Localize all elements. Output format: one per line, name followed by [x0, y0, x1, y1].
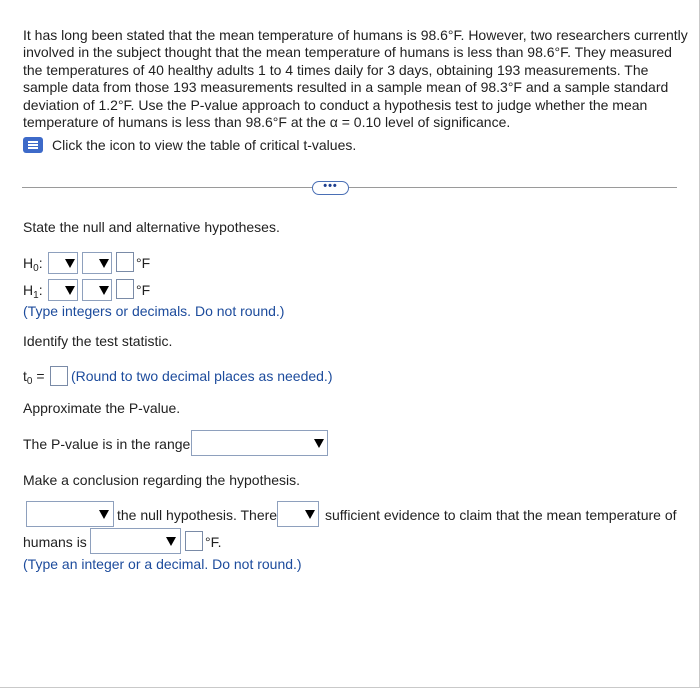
- h0-unit: °F: [136, 255, 151, 271]
- test-statistic-prompt: Identify the test statistic.: [23, 333, 173, 349]
- h1-unit: °F: [136, 282, 151, 298]
- table-icon[interactable]: [23, 137, 43, 153]
- h0-letter: H: [23, 255, 34, 271]
- conclusion-hint: (Type an integer or a decimal. Do not round.): [23, 556, 302, 572]
- h0-label: $H_0$:: [23, 255, 43, 274]
- t0-subscript: 0: [26, 376, 33, 387]
- conclusion-text-3: humans is: [23, 534, 87, 550]
- h0-parameter-dropdown[interactable]: [48, 252, 78, 274]
- problem-line: temperature of humans is less than 98.6°F at the α = 0.10 level of significance.: [23, 114, 511, 131]
- comparison-dropdown[interactable]: [90, 528, 181, 554]
- conclusion-value-input[interactable]: [185, 531, 203, 551]
- h0-subscript: 0: [33, 263, 39, 274]
- t0-input[interactable]: [50, 366, 68, 386]
- h1-subscript: 1: [33, 290, 39, 301]
- critical-values-help[interactable]: [23, 136, 356, 154]
- chevron-down-icon: [305, 510, 315, 519]
- chevron-down-icon: [166, 537, 176, 546]
- hypotheses-hint: (Type integers or decimals. Do not round.): [23, 303, 285, 319]
- problem-statement: [23, 27, 688, 131]
- test-statistic-hint: (Round to two decimal places as needed.): [71, 368, 333, 384]
- more-button[interactable]: •••: [312, 181, 349, 195]
- h0-operator-dropdown[interactable]: [82, 252, 112, 274]
- pvalue-range-dropdown[interactable]: [191, 430, 328, 456]
- problem-line: sample data from those 193 measurements resulted in a sample mean of 98.3°F and a sample standard: [23, 79, 669, 96]
- problem-line: the temperatures of 40 healthy adults 1 to 4 times daily for 3 days, obtaining 193 measurements. The: [23, 61, 649, 78]
- chevron-down-icon: [65, 259, 75, 268]
- h1-operator-dropdown[interactable]: [82, 279, 112, 301]
- hypotheses-prompt: State the null and alternative hypotheses.: [23, 219, 280, 235]
- chevron-down-icon: [65, 286, 75, 295]
- evidence-dropdown[interactable]: [277, 501, 319, 527]
- h0-value-input[interactable]: [116, 252, 134, 272]
- pvalue-prompt: Approximate the P-value.: [23, 400, 181, 416]
- h1-value-input[interactable]: [116, 279, 134, 299]
- problem-line: deviation of 1.2°F. Use the P-value approach to conduct a hypothesis test to judge whether the mean: [23, 96, 648, 113]
- t0-label: [23, 368, 45, 387]
- t0-letter: t: [23, 368, 27, 384]
- chevron-down-icon: [99, 286, 109, 295]
- equals-sign: =: [36, 368, 45, 384]
- pvalue-label: The P-value is in the range: [23, 436, 191, 452]
- reject-decision-dropdown[interactable]: [26, 501, 114, 527]
- conclusion-prompt: Make a conclusion regarding the hypothesis.: [23, 472, 301, 488]
- chevron-down-icon: [99, 259, 109, 268]
- problem-line: involved in the subject thought that the mean temperature of humans is less than 98.6°F. They measured: [23, 44, 672, 61]
- h1-parameter-dropdown[interactable]: [48, 279, 78, 301]
- conclusion-text-2: sufficient evidence to claim that the mean temperature of: [325, 507, 677, 523]
- section-divider: [22, 187, 677, 188]
- help-link-text[interactable]: Click the icon to view the table of critical t-values.: [52, 137, 357, 153]
- h1-label: $H_1$:: [23, 282, 43, 301]
- chevron-down-icon: [99, 510, 109, 519]
- conclusion-unit: °F.: [205, 534, 222, 550]
- h1-letter: H: [23, 282, 34, 298]
- chevron-down-icon: [314, 439, 324, 448]
- problem-line: It has long been stated that the mean temperature of humans is 98.6°F. However, two researchers currently: [23, 27, 688, 43]
- conclusion-text-1: the null hypothesis. There: [117, 507, 278, 523]
